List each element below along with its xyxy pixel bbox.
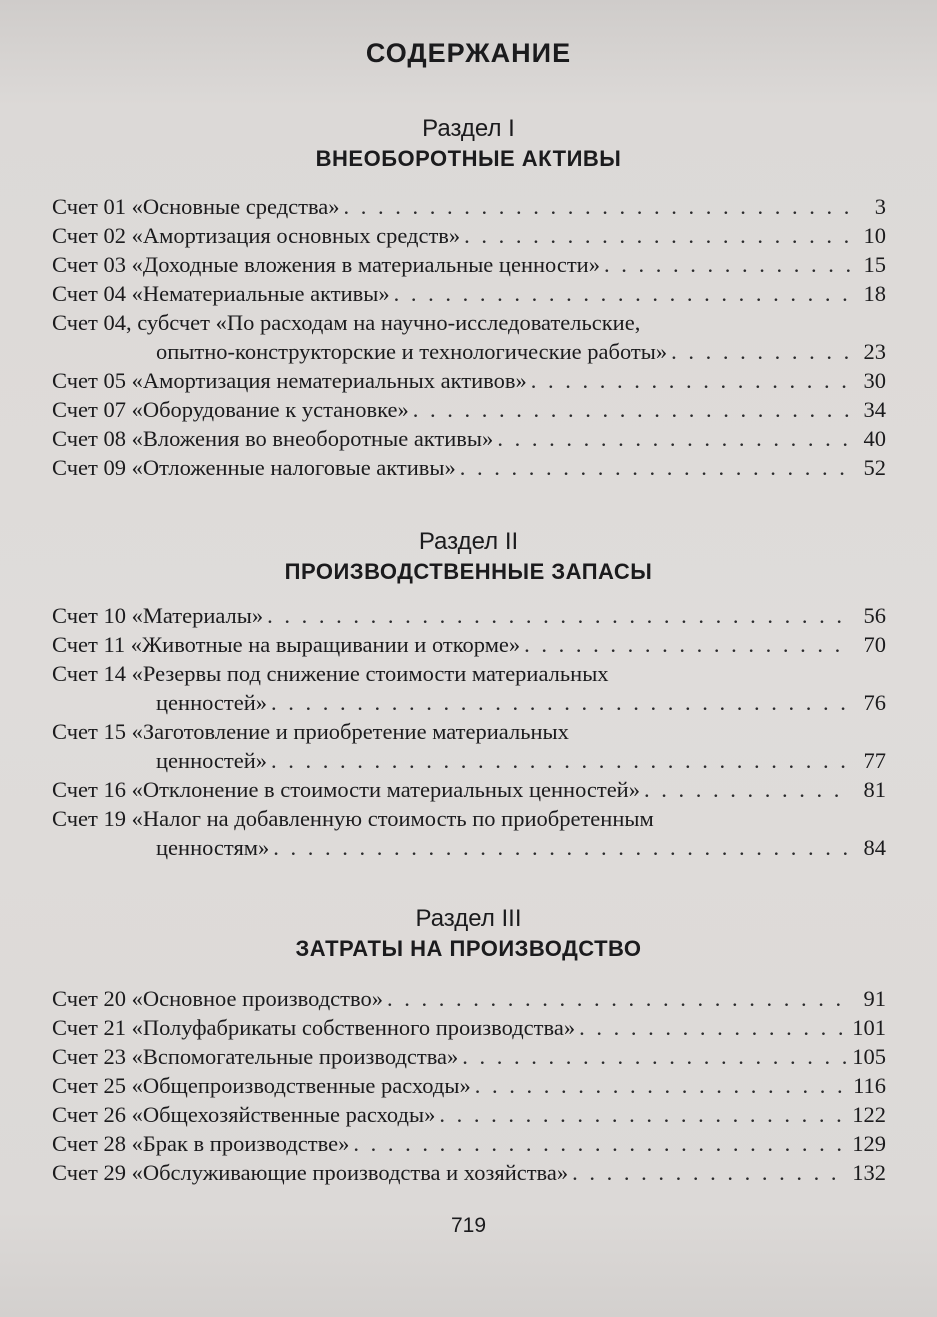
leader-dots — [464, 221, 852, 250]
toc-entry-title: Счет 02 «Амортизация основных средств» — [52, 223, 461, 248]
leader-dots — [572, 1158, 848, 1187]
section-name: ВНЕОБОРОТНЫЕ АКТИВЫ — [315, 146, 622, 171]
leader-dots — [671, 337, 852, 366]
toc-entry-title: Счет 19 «Налог на добавленную стоимость по приобретенным — [52, 806, 654, 831]
toc-page-number: 18 — [863, 281, 886, 306]
toc-entry[interactable] — [52, 630, 886, 659]
leader-dots — [604, 250, 852, 279]
section-header — [0, 114, 937, 174]
toc-entry[interactable] — [52, 1042, 886, 1071]
leader-dots — [394, 279, 852, 308]
toc-entry-title: Счет 26 «Общехозяйственные расходы» — [52, 1102, 436, 1127]
toc-page-number: 30 — [863, 368, 886, 393]
toc-entry-title: Счет 20 «Основное производство» — [52, 986, 383, 1011]
toc-entry-title: Счет 29 «Обслуживающие производства и хозяйства» — [52, 1160, 569, 1185]
toc-entry-title: Счет 11 «Животные на выращивании и откорме» — [52, 632, 521, 657]
leader-dots — [644, 775, 852, 804]
toc-page-number: 76 — [863, 690, 886, 715]
toc-page-number: 105 — [852, 1044, 886, 1069]
toc-page-number: 23 — [863, 339, 886, 364]
section-name: ЗАТРАТЫ НА ПРОИЗВОДСТВО — [295, 936, 642, 961]
leader-dots — [460, 453, 852, 482]
toc-page-number: 116 — [853, 1073, 886, 1098]
toc-entry-title-continued: опытно-конструкторские и технологические работы» — [156, 339, 668, 364]
toc-entry[interactable] — [52, 1100, 886, 1129]
toc-entry[interactable] — [52, 308, 886, 366]
toc-entry-title: Счет 01 «Основные средства» — [52, 194, 340, 219]
toc-entry[interactable] — [52, 221, 886, 250]
leader-dots — [344, 192, 852, 221]
page-number: 719 — [450, 1214, 487, 1237]
toc-entry[interactable] — [52, 424, 886, 453]
leader-dots — [387, 984, 852, 1013]
toc-entry[interactable] — [52, 984, 886, 1013]
leader-dots — [353, 1129, 848, 1158]
toc-page-number: 52 — [863, 455, 886, 480]
toc-page-number: 70 — [863, 632, 886, 657]
toc-entry[interactable] — [52, 192, 886, 221]
page-title: СОДЕРЖАНИЕ — [365, 38, 572, 68]
leader-dots — [462, 1042, 848, 1071]
toc-entry-title: Счет 07 «Оборудование к установке» — [52, 397, 409, 422]
toc-entry-title: Счет 03 «Доходные вложения в материальные ценности» — [52, 252, 600, 277]
toc-list — [52, 601, 886, 862]
toc-page-number: 132 — [852, 1160, 886, 1185]
toc-entry-title: Счет 16 «Отклонение в стоимости материальных ценностей» — [52, 777, 640, 802]
toc-entry-title: Счет 25 «Общепроизводственные расходы» — [52, 1073, 471, 1098]
toc-entry-title: Счет 05 «Амортизация нематериальных активов» — [52, 368, 527, 393]
toc-entry[interactable] — [52, 1129, 886, 1158]
toc-page-number: 84 — [863, 835, 886, 860]
toc-entry-title-continued: ценностей» — [156, 748, 268, 773]
toc-entry[interactable] — [52, 775, 886, 804]
section-header — [0, 904, 937, 964]
toc-entry[interactable] — [52, 279, 886, 308]
toc-entry-title: Счет 23 «Вспомогательные производства» — [52, 1044, 459, 1069]
leader-dots — [497, 424, 852, 453]
toc-entry-title-continued: ценностей» — [156, 690, 268, 715]
toc-entry-title: Счет 09 «Отложенные налоговые активы» — [52, 455, 456, 480]
leader-dots — [413, 395, 852, 424]
toc-page-number: 34 — [863, 397, 886, 422]
toc-entry-title: Счет 21 «Полуфабрикаты собственного производства» — [52, 1015, 576, 1040]
section-label: Раздел III — [415, 905, 522, 932]
toc-entry-title: Счет 04, субсчет «По расходам на научно-исследовательские, — [52, 310, 641, 335]
toc-entry[interactable] — [52, 1071, 886, 1100]
toc-entry-title: Счет 28 «Брак в производстве» — [52, 1131, 350, 1156]
section-label: Раздел I — [422, 115, 515, 142]
toc-page-number: 91 — [863, 986, 886, 1011]
toc-entry[interactable] — [52, 804, 886, 862]
toc-entry[interactable] — [52, 1013, 886, 1042]
leader-dots — [579, 1013, 848, 1042]
toc-page-number: 15 — [863, 252, 886, 277]
toc-page-number: 3 — [874, 194, 886, 219]
toc-entry[interactable] — [52, 601, 886, 630]
toc-list — [52, 192, 886, 482]
toc-page-number: 10 — [863, 223, 886, 248]
toc-entry[interactable] — [52, 395, 886, 424]
leader-dots — [267, 601, 852, 630]
toc-entry[interactable] — [52, 1158, 886, 1187]
toc-page-number: 40 — [863, 426, 886, 451]
leader-dots — [475, 1071, 849, 1100]
leader-dots — [531, 366, 852, 395]
leader-dots — [271, 746, 852, 775]
toc-entry-title: Счет 08 «Вложения во внеоборотные активы» — [52, 426, 494, 451]
leader-dots — [439, 1100, 848, 1129]
toc-list — [52, 984, 886, 1187]
toc-page-number: 129 — [852, 1131, 886, 1156]
toc-entry-title: Счет 04 «Нематериальные активы» — [52, 281, 390, 306]
toc-page-number: 56 — [863, 603, 886, 628]
section-header — [0, 527, 937, 587]
toc-entry[interactable] — [52, 453, 886, 482]
toc-entry-title: Счет 14 «Резервы под снижение стоимости материальных — [52, 661, 609, 686]
toc-entry[interactable] — [52, 366, 886, 395]
toc-entry[interactable] — [52, 717, 886, 775]
toc-entry-title: Счет 15 «Заготовление и приобретение материальных — [52, 719, 569, 744]
toc-entry[interactable] — [52, 659, 886, 717]
toc-entry-title-continued: ценностям» — [156, 835, 270, 860]
leader-dots — [273, 833, 852, 862]
toc-page-number: 77 — [863, 748, 886, 773]
toc-entry[interactable] — [52, 250, 886, 279]
toc-page-number: 81 — [863, 777, 886, 802]
toc-page-number: 101 — [852, 1015, 886, 1040]
section-name: ПРОИЗВОДСТВЕННЫЕ ЗАПАСЫ — [284, 559, 653, 584]
leader-dots — [524, 630, 852, 659]
leader-dots — [271, 688, 852, 717]
toc-page-number: 122 — [852, 1102, 886, 1127]
toc-entry-title: Счет 10 «Материалы» — [52, 603, 264, 628]
section-label: Раздел II — [418, 528, 519, 555]
